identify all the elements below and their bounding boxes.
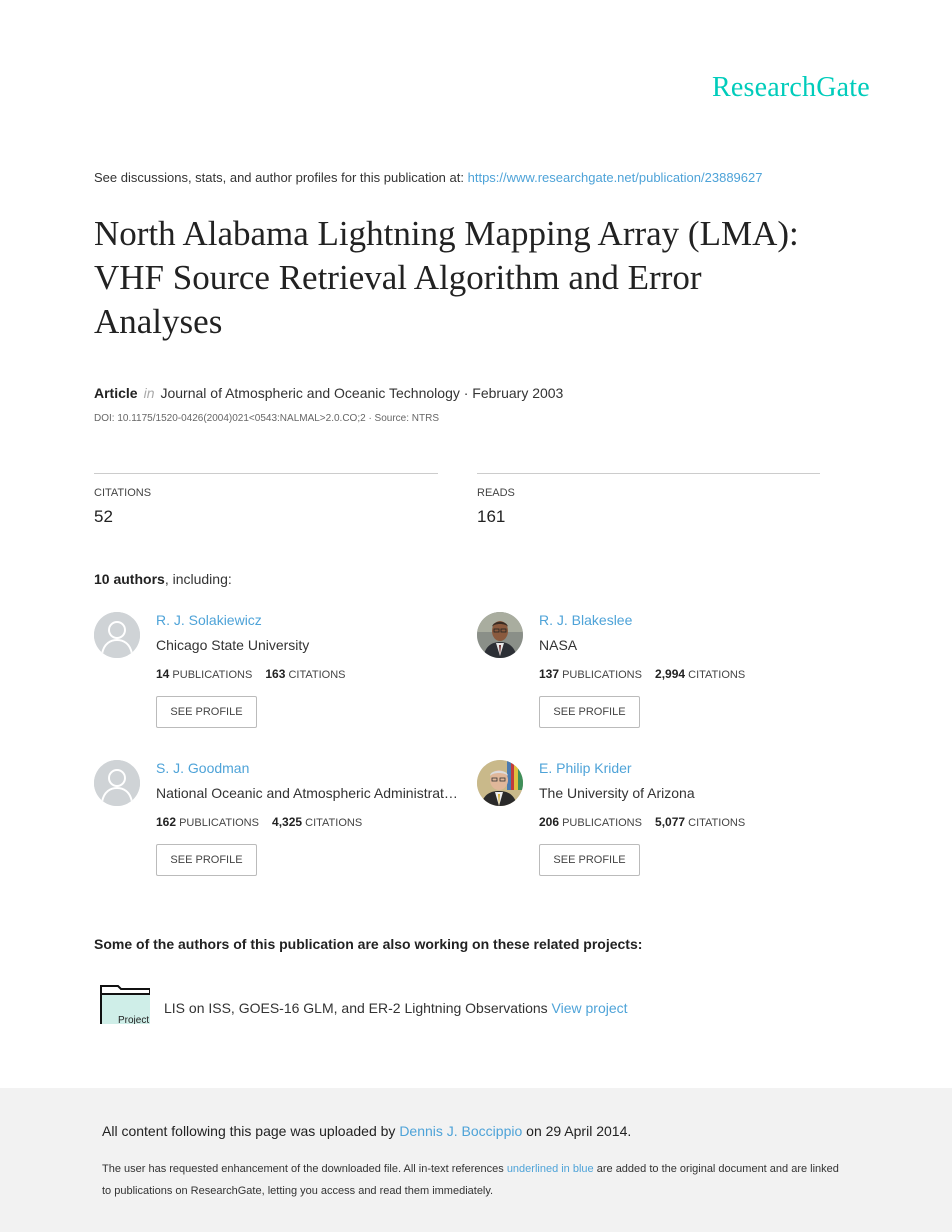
- citations-count: 5,077: [655, 815, 686, 829]
- publications-label: PUBLICATIONS: [562, 817, 642, 829]
- publications-count: 162: [156, 815, 177, 829]
- project-folder-icon: [100, 984, 150, 1024]
- author-institution: NASA: [539, 637, 578, 653]
- publications-label: PUBLICATIONS: [562, 669, 642, 681]
- author-institution: The University of Arizona: [539, 785, 695, 801]
- see-profile-button[interactable]: SEE PROFILE: [539, 696, 640, 728]
- uploader-link[interactable]: Dennis J. Boccippio: [399, 1123, 523, 1139]
- title-line-2: VHF Source Retrieval Algorithm and Error: [94, 258, 702, 297]
- related-projects-heading: Some of the authors of this publication are also working on these related projects:: [94, 936, 643, 952]
- reads-value: 161: [477, 507, 506, 526]
- reads-label: READS: [477, 487, 515, 499]
- title-line-3: Analyses: [94, 302, 223, 341]
- author-citations-label: CITATIONS: [688, 817, 746, 829]
- title-line-1: North Alabama Lightning Mapping Array (LMA):: [94, 214, 799, 253]
- intro-text: See discussions, stats, and author profiles for this publication at:: [94, 170, 464, 185]
- researchgate-logo[interactable]: ResearchGate: [712, 72, 870, 103]
- author-stats: [156, 667, 346, 681]
- author-name[interactable]: R. J. Solakiewicz: [156, 612, 262, 628]
- author-citations-label: CITATIONS: [688, 669, 746, 681]
- notice-text-1: The user has requested enhancement of the downloaded file. All in-text references: [102, 1163, 504, 1175]
- authors-heading: [94, 571, 232, 587]
- notice-text-2: are added to the original document and are linked to publications on ResearchGate, letting you access and read them immediately.: [102, 1163, 839, 1197]
- authors-suffix: , including:: [164, 571, 232, 587]
- author-citations-label: CITATIONS: [288, 669, 346, 681]
- reads-rule: [477, 473, 820, 474]
- publications-label: PUBLICATIONS: [179, 817, 259, 829]
- publications-count: 14: [156, 667, 170, 681]
- citations-rule: [94, 473, 438, 474]
- article-type: Article: [94, 385, 138, 401]
- author-photo[interactable]: [477, 612, 523, 658]
- author-stats: [156, 815, 362, 829]
- author-card: [477, 760, 857, 900]
- author-card: [94, 612, 474, 752]
- author-card: [477, 612, 857, 752]
- publications-count: 137: [539, 667, 560, 681]
- default-avatar-icon[interactable]: [94, 612, 140, 658]
- author-name[interactable]: S. J. Goodman: [156, 760, 250, 776]
- author-photo[interactable]: [477, 760, 523, 806]
- authors-count: 10 authors: [94, 571, 165, 587]
- citations-count: 4,325: [272, 815, 303, 829]
- default-avatar-icon[interactable]: [94, 760, 140, 806]
- publication-intro: [94, 170, 762, 185]
- enhancement-notice: [102, 1158, 842, 1202]
- publication-title: [94, 212, 894, 344]
- author-card: [94, 760, 474, 900]
- author-stats: [539, 815, 745, 829]
- see-profile-button[interactable]: SEE PROFILE: [156, 844, 257, 876]
- publications-count: 206: [539, 815, 560, 829]
- citations-value: 52: [94, 507, 113, 526]
- in-word: in: [143, 385, 155, 401]
- project-item: [164, 1000, 628, 1016]
- upload-prefix: All content following this page was uploaded by: [102, 1123, 396, 1139]
- underlined-in-blue-text: underlined in blue: [506, 1163, 594, 1175]
- upload-notice: [102, 1123, 631, 1139]
- upload-suffix: on 29 April 2014.: [526, 1123, 632, 1139]
- author-institution: National Oceanic and Atmospheric Administrat…: [156, 785, 458, 801]
- author-name[interactable]: R. J. Blakeslee: [539, 612, 633, 628]
- publication-url-link[interactable]: https://www.researchgate.net/publication/23889627: [467, 170, 763, 185]
- project-title: LIS on ISS, GOES-16 GLM, and ER-2 Lightning Observations: [164, 1000, 548, 1016]
- author-institution: Chicago State University: [156, 637, 310, 653]
- article-meta: [94, 385, 563, 401]
- journal-venue[interactable]: Journal of Atmospheric and Oceanic Technology · February 2003: [160, 385, 564, 401]
- citations-count: 163: [265, 667, 286, 681]
- view-project-link[interactable]: View project: [551, 1000, 628, 1016]
- doi-line: DOI: 10.1175/1520-0426(2004)021<0543:NALMAL>2.0.CO;2 · Source: NTRS: [94, 413, 440, 424]
- publications-label: PUBLICATIONS: [172, 669, 253, 681]
- author-stats: [539, 667, 745, 681]
- folder-label: Project: [118, 1015, 150, 1024]
- author-name[interactable]: E. Philip Krider: [539, 760, 632, 776]
- citations-label: CITATIONS: [94, 487, 152, 499]
- see-profile-button[interactable]: SEE PROFILE: [156, 696, 257, 728]
- citations-count: 2,994: [655, 667, 686, 681]
- see-profile-button[interactable]: SEE PROFILE: [539, 844, 640, 876]
- author-citations-label: CITATIONS: [305, 817, 363, 829]
